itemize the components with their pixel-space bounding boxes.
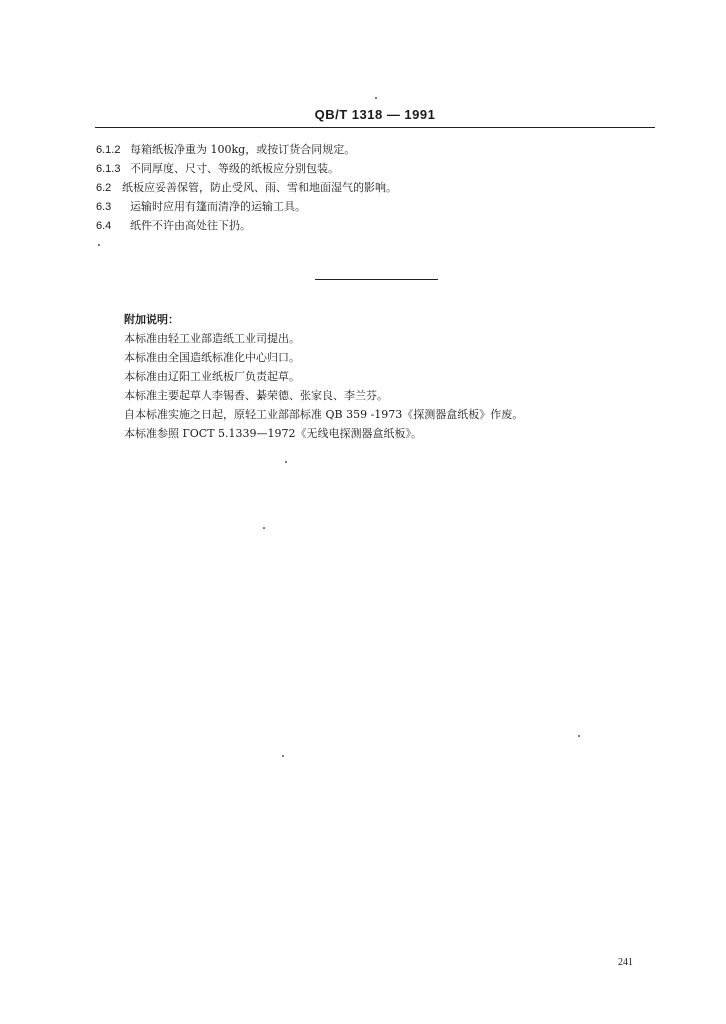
clause-text: 纸件不许由高处往下扔。 <box>130 219 251 232</box>
scan-speck <box>98 244 100 246</box>
note-item: 本标准由辽阳工业纸板厂负责起草。 <box>124 370 300 383</box>
scan-speck <box>282 755 284 757</box>
clause-6-1-2 <box>96 140 656 159</box>
clause-number: 6.1.3 <box>96 163 121 175</box>
clause-text: 每箱纸板净重为 100kg，或按订货合同规定。 <box>130 143 356 156</box>
additional-notes <box>124 310 624 443</box>
clause-6-2 <box>96 178 656 197</box>
clause-number: 6.4 <box>96 220 112 232</box>
clauses-section <box>96 140 656 235</box>
section-divider <box>315 279 438 280</box>
clause-6-1-3 <box>96 159 656 178</box>
clause-6-3 <box>96 197 656 216</box>
scan-speck <box>375 97 377 99</box>
note-item: 本标准参照 ГОСТ 5.1339—1972《无线电探测器盒纸板》。 <box>124 427 423 440</box>
note-item: 自本标准实施之日起，原轻工业部部标准 QB 359 -1973《探测器盒纸板》作废。 <box>124 408 524 421</box>
clause-text: 纸板应妥善保管，防止受风、雨、雪和地面湿气的影响。 <box>122 181 397 194</box>
clause-number: 6.2 <box>96 182 112 194</box>
page-number: 241 <box>618 957 633 968</box>
clause-number: 6.1.2 <box>96 144 121 156</box>
note-item: 本标准由全国造纸标准化中心归口。 <box>124 351 300 364</box>
header-rule <box>95 127 655 128</box>
clause-number: 6.3 <box>96 201 112 213</box>
clause-text: 不同厚度、尺寸、等级的纸板应分别包装。 <box>130 162 339 175</box>
clause-6-4 <box>96 216 656 235</box>
note-item: 本标准由轻工业部造纸工业司提出。 <box>124 332 300 345</box>
clause-text: 运输时应用有篷而清净的运输工具。 <box>130 200 306 213</box>
scan-speck <box>263 527 265 529</box>
note-item: 本标准主要起草人李锡香、綦荣德、张家良、李兰芬。 <box>124 389 388 402</box>
scan-speck <box>578 735 580 737</box>
scan-speck <box>285 461 287 463</box>
notes-title: 附加说明： <box>124 313 179 326</box>
standard-code-header: QB/T 1318 — 1991 <box>314 107 436 122</box>
